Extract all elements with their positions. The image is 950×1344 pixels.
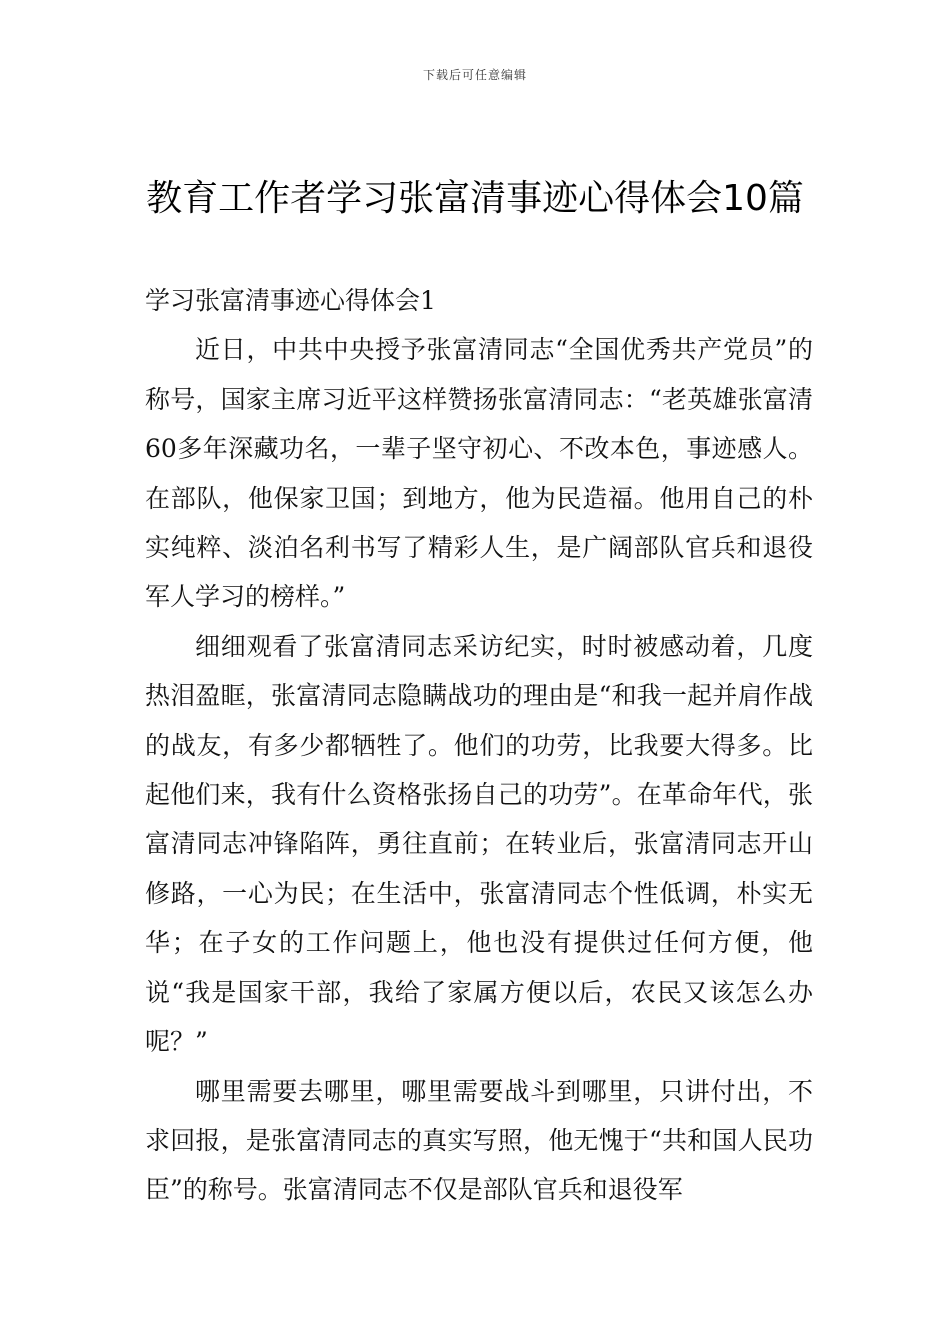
paragraph-3: 哪里需要去哪里，哪里需要战斗到哪里，只讲付出，不求回报，是张富清同志的真实写照，他无愧于“共和国人民功臣”的称号。张富清同志不仅是部队官兵和退役军 bbox=[145, 1076, 813, 1205]
document-title: 教育工作者学习张富清事迹心得体会10篇 bbox=[146, 178, 804, 219]
document-body bbox=[145, 276, 813, 1215]
section-title: 学习张富清事迹心得体会1 bbox=[145, 286, 436, 315]
paragraph-1: 近日，中共中央授予张富清同志“全国优秀共产党员”的称号，国家主席习近平这样赞扬张富清同志：“老英雄张富清60多年深藏功名，一辈子坚守初心、不改本色，事迹感人。在部队，他保家卫国；到地方，他为民造福。他用自己的朴实纯粹、淡泊名利书写了精彩人生，是广阔部队官兵和退役军人学习的榜样。” bbox=[145, 335, 813, 612]
paragraph-2: 细细观看了张富清同志采访纪实，时时被感动着，几度热泪盈眶，张富清同志隐瞒战功的理由是“和我一起并肩作战的战友，有多少都牺牲了。他们的功劳，比我要大得多。比起他们来，我有什么资格张扬自己的功劳”。在革命年代，张富清同志冲锋陷阵，勇往直前；在转业后，张富清同志开山修路，一心为民；在生活中，张富清同志个性低调，朴实无华；在子女的工作问题上，他也没有提供过任何方便，他说“我是国家干部，我给了家属方便以后，农民又该怎么办呢？” bbox=[145, 631, 813, 1057]
header-note: 下载后可任意编辑 bbox=[422, 68, 527, 82]
